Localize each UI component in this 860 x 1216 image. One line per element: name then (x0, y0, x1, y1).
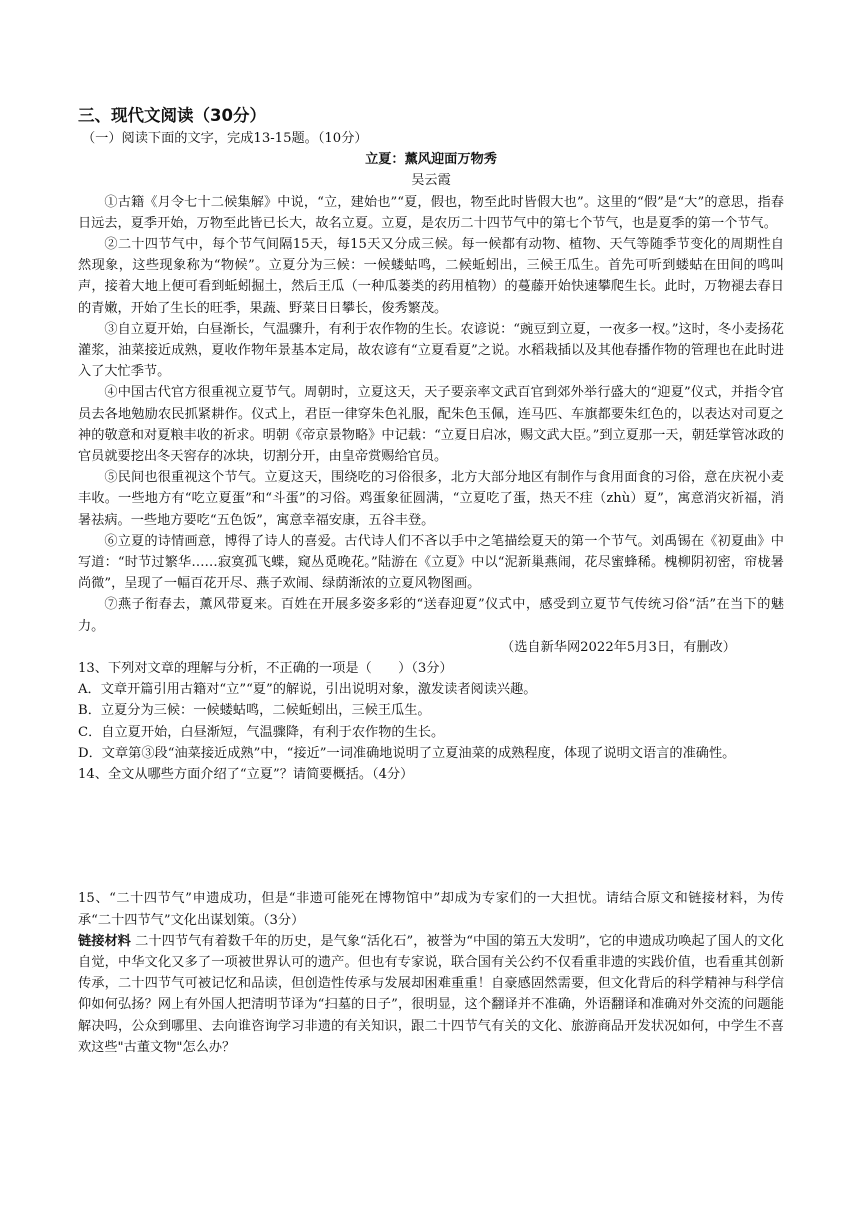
exam-page (78, 104, 784, 1058)
question-13-stem: 13、下列对文章的理解与分析，不正确的一项是（ ）（3分） (78, 661, 453, 677)
article-paragraph-4: ④中国古代官方很重视立夏节气。周朝时，立夏这天，天子要亲率文武百官到郊外举行盛大的“迎夏”仪式，并指令官员去各地勉励农民抓紧耕作。仪式上，君臣一律穿朱色礼服，配朱色玉佩，连马匹、车旗都要朱红色的，以表达对司夏之神的敬意和对夏粮丰收的祈求。明朝《帝京景物略》中记载：“立夏日启冰，赐文武大臣。”到立夏那一天，朝廷掌管冰政的官员就要挖出冬天窖存的冰块，切割分开，由皇帝赏赐给官员。 (78, 385, 784, 465)
answer-space (78, 785, 784, 888)
link-material-label: 链接材料 (78, 933, 131, 949)
section-subheading: （一）阅读下面的文字，完成13-15题。（10分） (82, 131, 368, 146)
question-15-stem: 15、“二十四节气”申遗成功，但是“非遗可能死在博物馆中”却成为专家们的一大担忧。请结合原文和链接材料，为传承“二十四节气”文化出谋划策。（3分） (78, 891, 784, 928)
article-author: 吴云霞 (411, 173, 451, 189)
link-material (78, 931, 784, 1058)
article-paragraph-7: ⑦燕子衔春去，薰风带夏来。百姓在开展多姿多彩的“送春迎夏”仪式中，感受到立夏节气传统习俗“活”在当下的魅力。 (78, 597, 784, 634)
question-14-stem: 14、全文从哪些方面介绍了“立夏”？请简要概括。（4分） (78, 767, 414, 783)
article-source: （选自新华网2022年5月3日，有删改） (501, 639, 736, 655)
section-heading: 三、现代文阅读（30分） (78, 106, 266, 125)
question-13-option-b: B．立夏分为三候：一候蝼蛄鸣，二候蚯蚓出，三候王瓜生。 (78, 703, 431, 719)
article-title: 立夏：薰风迎面万物秀 (365, 152, 497, 168)
article-paragraph-6: ⑥立夏的诗情画意，博得了诗人的喜爱。古代诗人们不吝以手中之笔描绘夏天的第一个节气。刘禹锡在《初夏曲》中写道：“时节过繁华……寂寞孤飞蝶，窥丛觅晚花。”陆游在《立夏》中以“泥新巢燕闹，花尽蜜蜂稀。槐柳阴初密，帘栊暑尚微”，呈现了一幅百花开尽、燕子欢闹、绿荫渐浓的立夏风物图画。 (78, 533, 784, 592)
article-paragraph-3: ③自立夏开始，白昼渐长，气温骤升，有利于农作物的生长。农谚说：“豌豆到立夏，一夜多一杈。”这时，冬小麦扬花灌浆，油菜接近成熟，夏收作物年景基本定局，故农谚有“立夏看夏”之说。水稻栽插以及其他春播作物的管理也在此时进入了大忙季节。 (78, 321, 784, 380)
question-13-option-a: A．文章开篇引用古籍对“立”“夏”的解说，引出说明对象，激发读者阅读兴趣。 (78, 682, 537, 698)
article-paragraph-5: ⑤民间也很重视这个节气。立夏这天，围绕吃的习俗很多，北方大部分地区有制作与食用面食的习俗，意在庆祝小麦丰收。一些地方有“吃立夏蛋”和“斗蛋”的习俗。鸡蛋象征圆满，“立夏吃了蛋，热天不疰（zhù）夏”，寓意消灾祈福，消暑祛病。一些地方要吃“五色饭”，寓意幸福安康，五谷丰登。 (78, 470, 784, 528)
question-13-option-d: D．文章第③段“油菜接近成熟”中，“接近”一词准确地说明了立夏油菜的成熟程度，体现了说明文语言的准确性。 (78, 745, 736, 761)
question-13-option-c: C．自立夏开始，白昼渐短，气温骤降，有利于农作物的生长。 (78, 724, 445, 740)
link-material-text: 二十四节气有着数千年的历史，是气象“活化石”，被誉为“中国的第五大发明”，它的申遗成功唤起了国人的文化自觉，中华文化又多了一项被世界认可的遗产。但也有专家说，联合国有关公约不仅看重非遗的实践价值，也看重其创新传承，二十四节气可被记忆和品读，但创造性传承与发展却困难重重！自豪感固然需要，但文化背后的科学精神与科学信仰如何弘扬？网上有外国人把清明节译为“扫墓的日子”，很明显，这个翻译并不准确，外语翻译和准确对外交流的问题能解决吗，公众到哪里、去向谁咨询学习非遗的有关知识，跟二十四节气有关的文化、旅游商品开发状况如何，中学生不喜欢这些"古董文物"怎么办？ (78, 933, 784, 1055)
article-paragraph-1: ①古籍《月令七十二候集解》中说，“立，建始也”“夏，假也，物至此时皆假大也”。这里的“假”是“大”的意思，指春日远去，夏季开始，万物至此皆已长大，故名立夏。立夏，是农历二十四节气中的第七个节气，也是夏季的第一个节气。 (78, 194, 784, 231)
article-paragraph-2: ②二十四节气中，每个节气间隔15天，每15天又分成三候。每一候都有动物、植物、天气等随季节变化的周期性自然现象，这些现象称为“物候”。立夏分为三候：一候蝼蛄鸣，二候蚯蚓出，三候王瓜生。首先可听到蝼蛄在田间的鸣叫声，接着大地上便可看到蚯蚓掘土，然后王瓜（一种瓜蒌类的药用植物）的蔓藤开始快速攀爬生长。此时，万物褪去春日的青嫩，开始了生长的旺季，果蔬、野菜日日攀长，俊秀繁茂。 (78, 237, 784, 316)
